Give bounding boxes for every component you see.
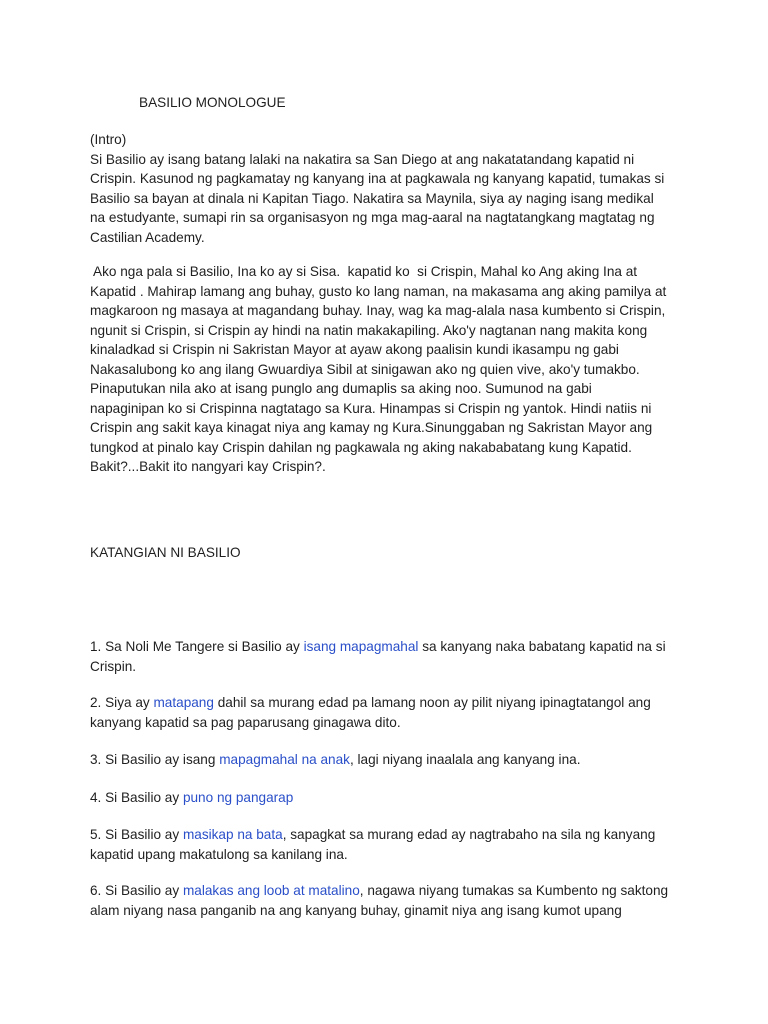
monologue-line: Bakit?...Bakit ito nangyari kay Crispin?. (90, 459, 326, 474)
intro-line: Castilian Academy. (90, 229, 205, 245)
monologue-line: Kapatid . Mahirap lamang ang buhay, gusto ko lang naman, na makasama ang aking pamilya at (90, 283, 667, 299)
trait-highlight: matapang (153, 695, 214, 710)
intro-line: Crispin. Kasunod ng pagkamatay ng kanyang ina at pagkawala ng kanyang kapatid, tumakas si (90, 171, 665, 186)
monologue-line: Pinaputukan nila ako at isang punglo ang dumaplis sa aking noo. Sumunod na gabi (90, 381, 592, 396)
traits-heading: KATANGIAN NI BASILIO (90, 545, 241, 560)
intro-heading: (Intro) (90, 132, 127, 147)
monologue-line: kinaladkad si Crispin ni Sakristan Mayor at ayaw akong paalisin kundi ikasampu ng gabi (90, 342, 619, 357)
monologue-paragraph (90, 262, 690, 477)
trait-highlight: malakas ang loob at matalino (182, 883, 360, 898)
document-title: BASILIO MONOLOGUE (139, 95, 286, 110)
intro-line: Si Basilio ay isang batang lalaki na nakatira sa San Diego at ang nakatatandang kapatid ni (90, 151, 635, 167)
monologue-line: Ako nga pala si Basilio, Ina ko ay si Sisa. kapatid ko si Crispin, Mahal ko Ang aking Ina at (90, 264, 638, 279)
trait-item-2: 2. Siya ay matapang dahil sa murang edad pa lamang noon ay pilit niyang ipinagtatangol ang kanyang kapatid sa pag paparusang ginagawa dito. (90, 695, 651, 730)
intro-section (90, 130, 690, 247)
trait-item-5: 5. Si Basilio ay masikap na bata, sapagkat sa murang edad ay nagtrabaho na sila ng kanyang kapatid upang makatulong sa kanilang ina. (90, 827, 656, 862)
intro-line: na estudyante, sumapi rin sa organisasyon ng mga mag-aaral na nagtatangkang magtatag ng (90, 210, 655, 225)
trait-item-6: 6. Si Basilio ay malakas ang loob at matalino, nagawa niyang tumakas sa Kumbento ng saktong alam niyang nasa panganib na ang kanyang buhay, ginamit niya ang isang kumot upang (90, 883, 669, 918)
monologue-line: tungkod at pinalo kay Crispin dahilan ng pagkawala ng aking nakababatang kung Kapatid. (90, 439, 632, 455)
monologue-line: Nakasalubong ko ang ilang Gwuardiya Sibil at sinigawan ako ng quien vive, ako'y tumakbo. (90, 361, 640, 377)
trait-highlight: masikap na bata (182, 827, 283, 842)
monologue-line: napaginipan ko si Crispinna nagtatago sa Kura. Hinampas si Crispin ng yantok. Hindi natiis ni (90, 400, 652, 416)
trait-item-1: 1. Sa Noli Me Tangere si Basilio ay isang mapagmahal sa kanyang naka babatang kapatid na si Crispin. (90, 639, 666, 674)
trait-highlight: puno ng pangarap (182, 790, 294, 805)
trait-item-3: 3. Si Basilio ay isang mapagmahal na anak, lagi niyang inaalala ang kanyang ina. (90, 752, 581, 767)
trait-item-4: 4. Si Basilio ay puno ng pangarap (90, 790, 294, 805)
monologue-line: Crispin ang sakit kaya kinagat niya ang kamay ng Kura.Sinunggaban ng Sakristan Mayor ang (90, 420, 653, 435)
trait-highlight: mapagmahal na anak (219, 752, 350, 767)
intro-line: Basilio sa bayan at dinala ni Kapitan Tiago. Nakatira sa Maynila, siya ay naging isang medikal (90, 190, 654, 206)
monologue-line: ngunit si Crispin, si Crispin ay hindi na natin makakapiling. Ako'y nagtanan nang makita kong (90, 322, 648, 338)
monologue-line: magkaroon ng masaya at magandang buhay. Inay, wag ka mag-alala nasa kumbento si Crispin, (90, 303, 666, 318)
trait-highlight: isang mapagmahal (303, 639, 419, 654)
